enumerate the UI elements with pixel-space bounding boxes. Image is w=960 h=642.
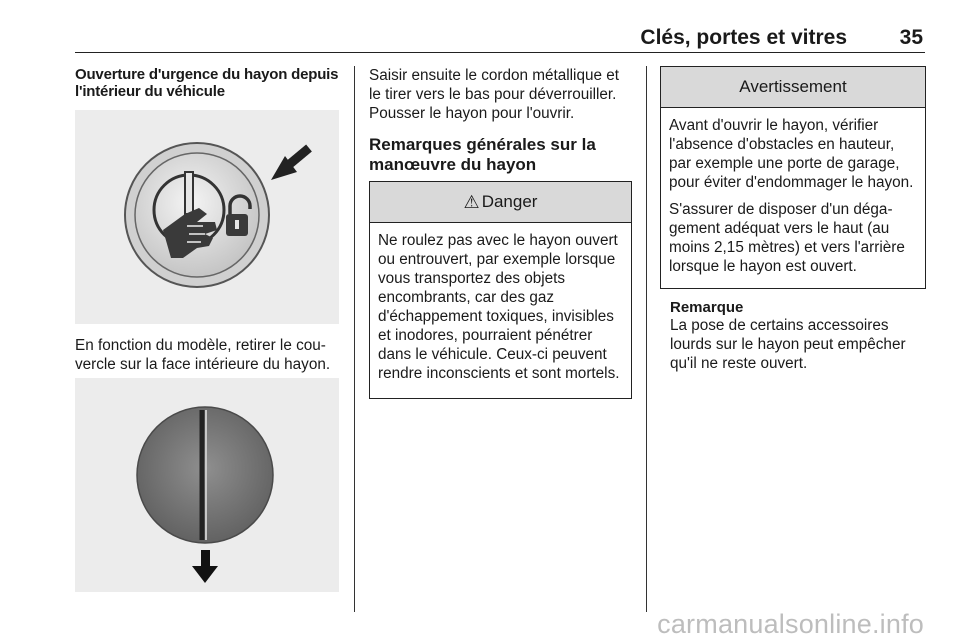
warning-title: Avertissement [739, 77, 847, 96]
danger-title: Danger [481, 192, 538, 211]
warning-box [660, 66, 926, 289]
danger-body [370, 223, 631, 391]
column-divider-1 [354, 66, 355, 612]
emergency-release-illustration [75, 110, 339, 324]
pull-cord-instruction: Saisir ensuite le cordon métallique et le tirer vers le bas pour déverrouiller. Pousser le hayon pour l'ouvrir. [369, 67, 619, 122]
danger-header [370, 182, 631, 223]
down-arrow-icon [192, 550, 218, 583]
warning-text-2: S'assurer de disposer d'un dégagement adéquat vers le haut (au moins 2,15 mètres) et vers l'arrière lorsque le hayon est ouvert. [669, 201, 905, 275]
note-text: La pose de certains accessoires lourds sur le hayon peut empêcher qu'il ne reste ouvert. [670, 317, 906, 372]
warning-triangle-icon: ⚠ [463, 191, 480, 212]
page-number: 35 [899, 26, 923, 49]
remove-cover-instruction: En fonction du modèle, retirer le couvercle sur la face intérieure du hayon. [75, 337, 331, 373]
pointer-arrow-icon [271, 148, 309, 180]
danger-text: Ne roulez pas avec le hayon ouvert ou entrouvert, par exemple lorsque vous transportez des objets encombrants, car des gaz d'échappement toxiques, invisibles et inodores, pourraient pénétrer dans le véhicule. Ceux-ci peuvent rendre inconscients et sont mortels. [378, 232, 620, 382]
header-title: Clés, portes et vitres [640, 26, 847, 49]
column-2 [369, 66, 632, 175]
warning-text-1: Avant d'ouvrir le hayon, vérifier l'absence d'obstacles en hauteur, par exemple une porte de garage, pour éviter d'endommager le hayon. [669, 117, 914, 191]
column-1 [75, 66, 341, 100]
page-header [75, 0, 925, 53]
warning-body [661, 108, 925, 284]
danger-box [369, 181, 632, 399]
section-heading: Remarques générales sur la manœuvre du hayon [369, 135, 596, 174]
note-label: Remarque [670, 299, 744, 316]
metal-cord-illustration [75, 378, 339, 592]
column-divider-2 [646, 66, 647, 612]
column-1-text [75, 336, 341, 374]
watermark: carmanualsonline.info [657, 609, 924, 639]
note [670, 299, 926, 373]
warning-header [661, 67, 925, 108]
section-subhead: Ouverture d'urgence du hayon depuis l'intérieur du véhicule [75, 66, 339, 100]
